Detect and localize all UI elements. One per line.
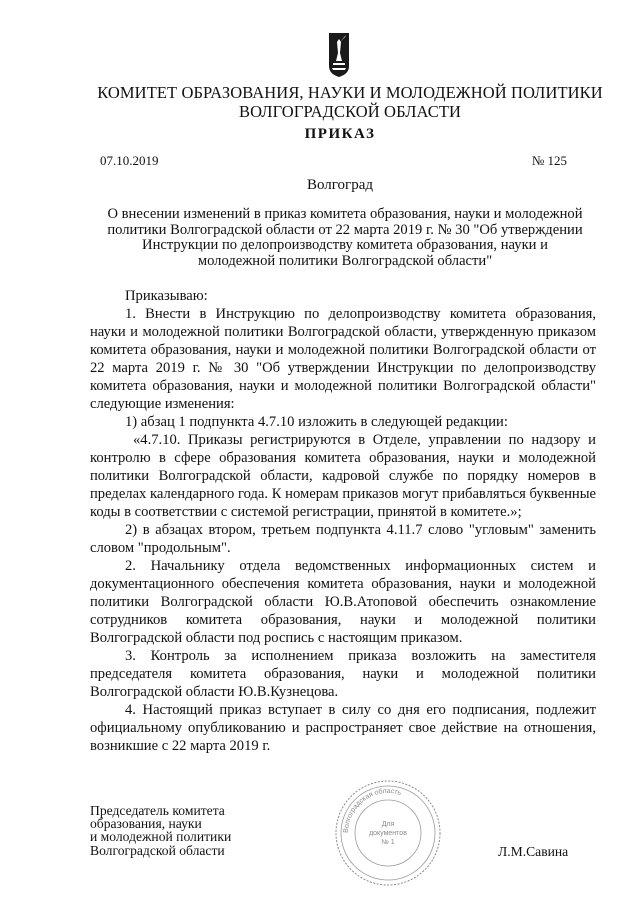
paragraph-4: 4. Настоящий приказ вступает в силу со дня его подписания, подлежит официальному опубликованию и распространяет свое действие на отношения, возникшие с 22 марта 2019 г. <box>90 702 596 754</box>
signer-title-line: образования, науки <box>90 816 202 832</box>
stamp-center-text: документов <box>369 830 407 837</box>
signer-title-line: Волгоградской области <box>90 842 225 858</box>
signer-name: Л.М.Савина <box>498 844 569 859</box>
subject-line: политики Волгоградской области от 22 марта 2019 г. № 30 "Об утверждении <box>107 221 583 238</box>
signer-title-line: и молодежной политики <box>90 829 232 845</box>
paragraph-1: 1. Внести в Инструкцию по делопроизводству комитета образования, науки и молодежной политики Волгоградской области, утвержденную приказом комитета образования, науки и молодежной политики Волгоградской области от 22 марта 2019 г. № 30 "Об утверждении Инструкции по делопроизводству комитета образования, науки и молодежной политики Волгоградской области" следующие изменения: <box>90 306 596 412</box>
org-line-1: КОМИТЕТ ОБРАЗОВАНИЯ, НАУКИ И МОЛОДЕЖНОЙ ПОЛИТИКИ <box>97 83 603 102</box>
signer-title-line: Председатель комитета <box>90 803 225 818</box>
stamp-center-text: Для <box>381 821 395 828</box>
org-line-2: ВОЛГОГРАДСКОЙ ОБЛАСТИ <box>238 102 462 121</box>
document-date: 07.10.2019 <box>100 153 159 168</box>
official-stamp <box>333 778 443 888</box>
volgograd-coat-of-arms-icon <box>328 32 350 78</box>
subject-line: молодежной политики Волгоградской области" <box>197 252 493 269</box>
document-type: ПРИКАЗ <box>304 126 376 142</box>
subject-line: О внесении изменений в приказ комитета образования, науки и молодежной <box>107 206 583 222</box>
document-city: Волгоград <box>306 177 373 193</box>
signer-title <box>90 804 231 857</box>
paragraph-1-item-1: 1) абзац 1 подпункта 4.7.10 изложить в следующей редакции: <box>125 414 508 430</box>
organization-name <box>60 83 640 121</box>
stamp-center-text: № 1 <box>381 839 395 846</box>
paragraph-1-item-2: 2) в абзацах втором, третьем подпункта 4.11.7 слово "угловым" заменить словом "продольным". <box>90 522 596 556</box>
order-intro: Приказываю: <box>125 288 208 304</box>
document-number: № 125 <box>531 153 567 168</box>
subject-line: Инструкции по делопроизводству комитета образования, науки и <box>142 237 548 253</box>
stamp-ring-text: Волгоградская область <box>342 787 403 834</box>
paragraph-3: 3. Контроль за исполнением приказа возложить на заместителя председателя комитета образования, науки и молодежной политики Волгоградской области Ю.В.Кузнецова. <box>90 648 596 700</box>
document-subject <box>75 207 615 269</box>
paragraph-2: 2. Начальнику отдела ведомственных информационных систем и документационного обеспечения комитета образования, науки и молодежной политики Волгоградской области Ю.В.Атоповой обеспечить ознакомление сотрудников комитета образования, науки и молодежной политики Волгоградской области под роспись с настоящим приказом. <box>90 558 596 646</box>
paragraph-1-quote: «4.7.10. Приказы регистрируются в Отделе, управлении по надзору и контролю в сфере образования комитета образования, науки и молодежной политики Волгоградской области, кадровой службе по порядку номеров в пределах календарного года. К номерам приказов могут прибавляться буквенные коды в соответствии с системой регистрации, принятой в комитете.»; <box>90 432 596 520</box>
document-body <box>90 287 596 755</box>
